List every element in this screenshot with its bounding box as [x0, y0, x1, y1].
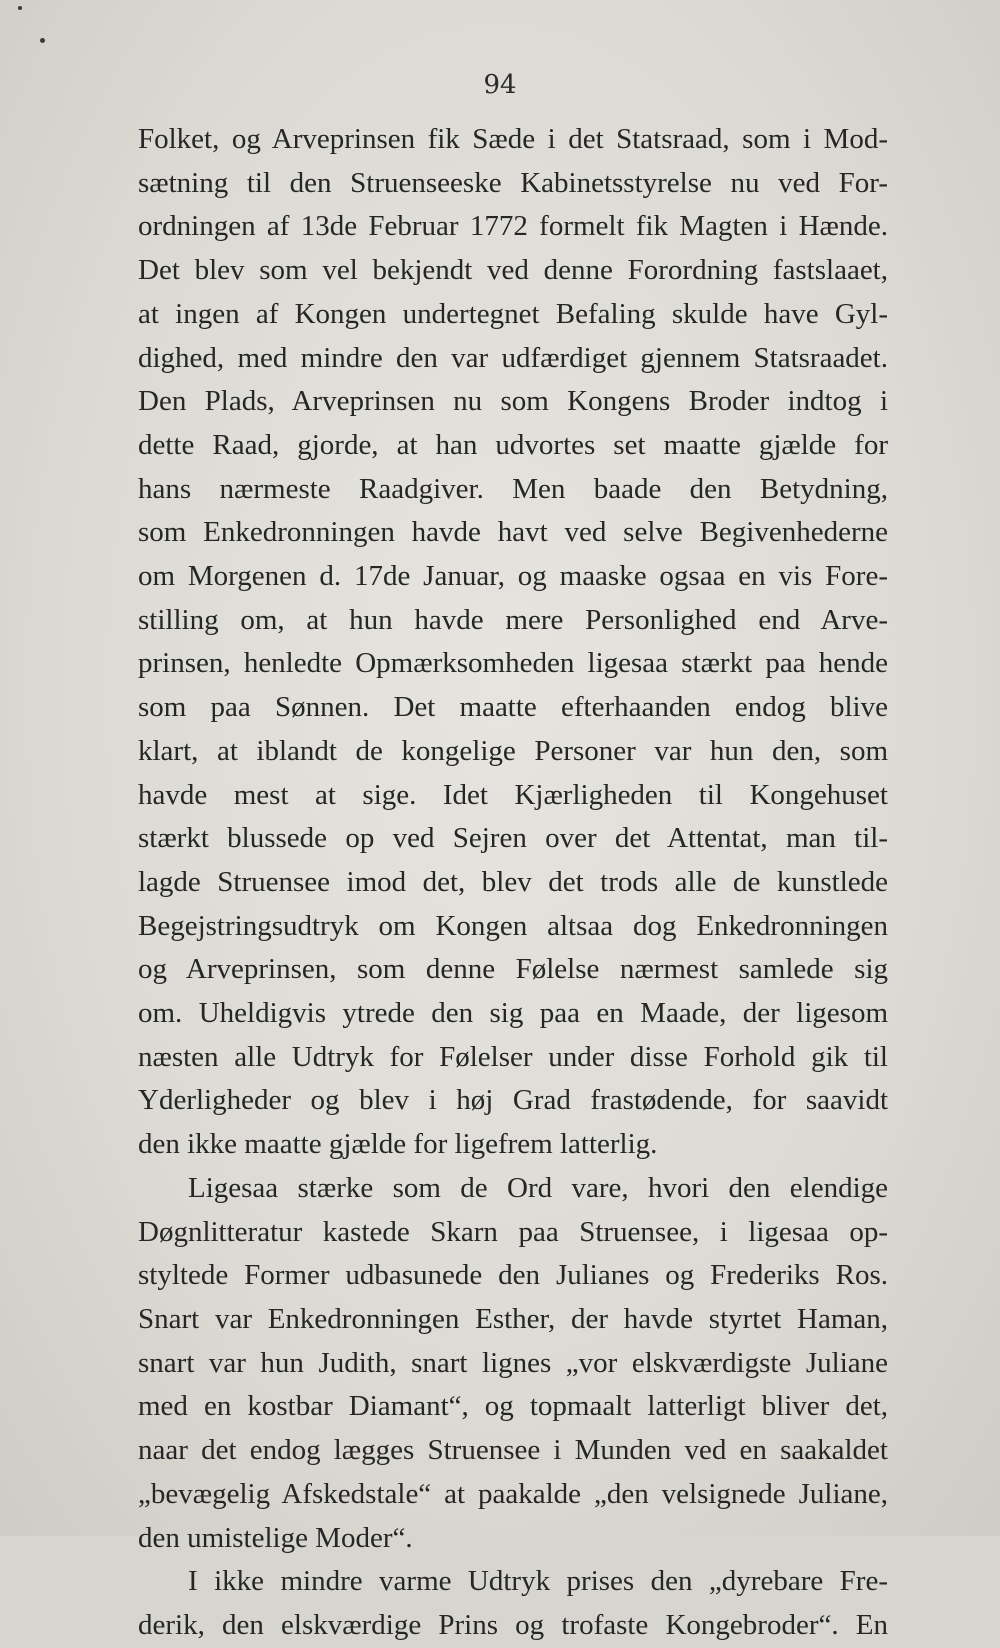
text-line: Det blev som vel bekjendt ved denne Forordning fastslaaet,	[138, 254, 888, 287]
text-line: Yderligheder og blev i høj Grad frastødende, for saavidt	[138, 1084, 888, 1117]
text-line: derik, den elskværdige Prins og trofaste Kongebroder“. En	[138, 1608, 888, 1641]
text-line: naar det endog lægges Struensee i Munden ved en saakaldet	[138, 1434, 888, 1467]
text-line: den umistelige Moder“.	[138, 1521, 413, 1554]
body-text	[138, 118, 888, 1648]
text-line: klart, at iblandt de kongelige Personer var hun den, som	[138, 734, 888, 767]
text-line: dette Raad, gjorde, at han udvortes set maatte gjælde for	[138, 428, 888, 461]
text-line: havde mest at sige. Idet Kjærligheden til Kongehuset	[138, 778, 888, 811]
text-line: den ikke maatte gjælde for ligefrem latterlig.	[138, 1128, 658, 1161]
page-number: 94	[483, 70, 517, 100]
text-line: stærkt blussede op ved Sejren over det Attentat, man til-	[138, 822, 888, 855]
text-line: som paa Sønnen. Det maatte efterhaanden endog blive	[138, 691, 888, 724]
text-line: hans nærmeste Raadgiver. Men baade den Betydning,	[138, 472, 888, 505]
text-line: snart var hun Judith, snart lignes „vor elskværdigste Juliane	[138, 1346, 888, 1379]
text-line: I ikke mindre varme Udtryk prises den „dyrebare Fre-	[188, 1565, 888, 1598]
margin-speck	[18, 6, 22, 10]
text-line: Folket, og Arveprinsen fik Sæde i det Statsraad, som i Mod-	[138, 123, 888, 155]
text-line: og Arveprinsen, som denne Følelse nærmest samlede sig	[138, 953, 888, 986]
text-line: med en kostbar Diamant“, og topmaalt latterligt bliver det,	[138, 1390, 888, 1423]
text-line: Ligesaa stærke som de Ord vare, hvori den elendige	[188, 1171, 888, 1204]
text-line: om Morgenen d. 17de Januar, og maaske ogsaa en vis Fore-	[138, 560, 888, 593]
text-line: stilling om, at hun havde mere Personlighed end Arve-	[138, 603, 888, 636]
text-line: styltede Former udbasunede den Julianes og Frederiks Ros.	[138, 1259, 888, 1292]
text-line: sætning til den Struenseeske Kabinetsstyrelse nu ved For-	[138, 166, 888, 199]
text-line: prinsen, henledte Opmærksomheden ligesaa stærkt paa hende	[138, 647, 888, 680]
text-line: „bevægelig Afskedstale“ at paakalde „den velsignede Juliane,	[138, 1477, 888, 1510]
text-line: ordningen af 13de Februar 1772 formelt fik Magten i Hænde.	[138, 210, 888, 243]
text-line: næsten alle Udtryk for Følelser under disse Forhold gik til	[138, 1040, 888, 1073]
text-line: lagde Struensee imod det, blev det trods alle de kunstlede	[138, 865, 888, 898]
text-line: som Enkedronningen havde havt ved selve Begivenhederne	[138, 516, 888, 549]
margin-speck	[40, 38, 45, 43]
text-line: Døgnlitteratur kastede Skarn paa Struensee, i ligesaa op-	[138, 1215, 888, 1248]
text-line: Begejstringsudtryk om Kongen altsaa dog Enkedronningen	[138, 909, 888, 942]
text-line: dighed, med mindre den var udfærdiget gjennem Statsraadet.	[138, 341, 888, 374]
text-line: Den Plads, Arveprinsen nu som Kongens Broder indtog i	[138, 385, 888, 418]
text-line: at ingen af Kongen undertegnet Befaling skulde have Gyl-	[138, 297, 888, 330]
text-line: Snart var Enkedronningen Esther, der havde styrtet Haman,	[138, 1302, 888, 1335]
text-line: om. Uheldigvis ytrede den sig paa en Maade, der ligesom	[138, 997, 888, 1030]
